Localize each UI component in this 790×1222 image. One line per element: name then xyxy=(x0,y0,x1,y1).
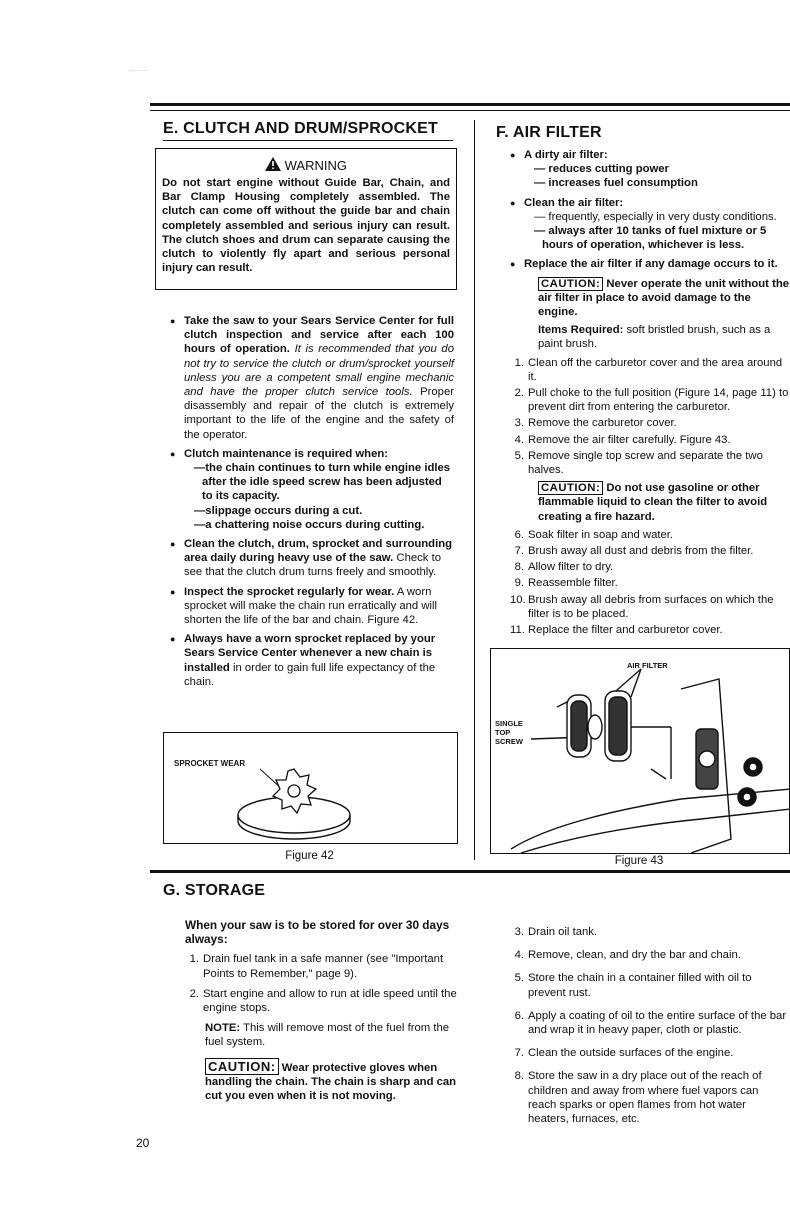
step-number: 8. xyxy=(514,561,524,574)
page-number: 20 xyxy=(136,1136,150,1150)
step-number: 8. xyxy=(514,1070,524,1083)
clutch-item-service-rest: Proper disassembly and repair of the clutch is extremely important to the life of the engine and the safety of the operator. xyxy=(184,386,455,441)
step-number: 11. xyxy=(510,624,525,637)
step-number: 6. xyxy=(514,528,524,541)
section-g-title: G. STORAGE xyxy=(163,882,266,899)
step-number: 1. xyxy=(514,356,524,369)
storage-right-column xyxy=(510,925,788,1135)
step-item xyxy=(510,948,788,962)
storage-left-column xyxy=(185,918,465,1103)
clutch-item-maintenance xyxy=(170,447,454,532)
clutch-item-maintenance-text: Clutch maintenance is required when: xyxy=(184,447,389,460)
caution-tag: CAUTION: xyxy=(538,277,603,291)
step-item xyxy=(510,356,790,384)
step-text: Replace the filter and carburetor cover. xyxy=(528,624,723,637)
step-text: Drain fuel tank in a safe manner (see "Important Points to Remember," page 9). xyxy=(203,953,444,980)
step-item xyxy=(510,544,790,558)
step-number: 2. xyxy=(514,387,524,400)
items-required xyxy=(538,323,790,351)
sprocket-illustration xyxy=(224,763,364,841)
clutch-item-inspect-rest: A worn sprocket will make the chain run erratically and will shorten the life of the bar and chain. Figure 42. xyxy=(184,585,438,627)
warning-text: Do not start engine without Guide Bar, Chain, and Bar Clamp Housing completely assembled. The clutch can come off without the guide bar and chain completely assembled and serious injury can result. The clutch shoes and drum can separate causing the clutch to violently fly apart and serious personal injury can result. xyxy=(162,177,450,275)
step-item xyxy=(510,1046,788,1060)
step-item xyxy=(510,386,790,414)
storage-caution xyxy=(205,1060,465,1104)
clutch-item-inspect xyxy=(170,585,454,628)
figure-42-label: SPROCKET WEAR xyxy=(174,759,246,768)
step-number: 5. xyxy=(514,972,524,985)
step-text: Drain oil tank. xyxy=(528,926,598,938)
air-filter-steps-a xyxy=(510,356,790,478)
step-text: Remove the air filter carefully. Figure 43. xyxy=(528,433,731,446)
caution-tag: CAUTION: xyxy=(538,481,603,495)
clutch-sub-item: —slippage occurs during a cut. xyxy=(194,504,363,517)
step-text: Remove single top screw and separate the two halves. xyxy=(528,449,763,477)
step-number: 4. xyxy=(514,433,524,446)
section-e-underline xyxy=(163,140,453,141)
note-label: NOTE: xyxy=(205,1022,241,1035)
step-number: 7. xyxy=(514,1047,524,1060)
air-filter-content xyxy=(510,148,790,639)
warning-box xyxy=(155,148,457,290)
figure-43-frame xyxy=(490,648,790,854)
step-text: Brush away all debris from surfaces on which the filter is to be placed. xyxy=(528,593,774,620)
step-text: Store the chain in a container filled with oil to prevent rust. xyxy=(528,972,752,999)
step-item xyxy=(510,593,790,621)
warning-triangle-icon xyxy=(265,157,281,171)
step-item xyxy=(510,449,790,477)
note-text: This will remove most of the fuel from the fuel system. xyxy=(205,1022,450,1049)
step-item xyxy=(185,952,465,980)
step-number: 4. xyxy=(514,949,524,962)
step-number: 6. xyxy=(514,1009,524,1022)
clutch-item-replace-text: Always have a worn sprocket replaced by your Sears Service Center whenever a new chain is installed xyxy=(184,633,436,674)
air-filter-steps-b xyxy=(510,528,790,637)
step-text: Apply a coating of oil to the entire surface of the bar and wrap it in heavy paper, cloth or plastic. xyxy=(528,1009,787,1037)
step-text: Allow filter to dry. xyxy=(528,561,614,574)
step-number: 3. xyxy=(514,417,524,430)
step-item xyxy=(510,1009,788,1037)
step-text: Reassemble filter. xyxy=(528,577,618,590)
storage-note xyxy=(205,1021,465,1049)
step-number: 5. xyxy=(514,449,524,462)
caution-air-filter xyxy=(538,277,790,320)
air-filter-sub-item: — always after 10 tanks of fuel mixture or 5 hours of operation, whichever is less. xyxy=(534,225,767,252)
step-item xyxy=(510,560,790,574)
clutch-item-clean-rest: Check to see that the clutch drum turns freely and smoothly. xyxy=(184,552,442,579)
air-filter-item-clean-text: Clean the air filter: xyxy=(524,196,624,209)
figure-43-label-air-filter: AIR FILTER xyxy=(627,661,668,670)
air-filter-sub-item: — frequently, especially in very dusty conditions. xyxy=(534,210,777,223)
storage-intro: When your saw is to be stored for over 30 days always: xyxy=(185,918,450,947)
clutch-sub-item: —a chattering noise occurs during cutting. xyxy=(194,518,425,531)
step-text: Start engine and allow to run at idle speed until the engine stops. xyxy=(203,987,457,1015)
top-rule-thin xyxy=(150,110,790,111)
step-number: 1. xyxy=(189,953,199,966)
storage-steps-right xyxy=(510,925,788,1126)
caution-text: Do not use gasoline or other flammable liquid to clean the filter to avoid creating a fire hazard. xyxy=(538,482,768,523)
storage-steps-left xyxy=(185,952,465,1015)
scan-mark: ......... xyxy=(128,64,149,73)
air-filter-sub-item: — increases fuel consumption xyxy=(534,177,698,190)
caution-gasoline xyxy=(538,481,790,524)
warning-header xyxy=(156,157,456,173)
step-text: Remove the carburetor cover. xyxy=(528,417,677,430)
air-filter-item-replace xyxy=(510,257,790,271)
step-item xyxy=(510,623,790,637)
step-text: Pull choke to the full position (Figure 14, page 11) to prevent dirt from entering the carburetor. xyxy=(528,387,789,414)
clutch-list xyxy=(170,314,454,694)
section-f-title: F. AIR FILTER xyxy=(496,124,602,141)
clutch-item-replace-rest: in order to gain full life expectancy of the chain. xyxy=(184,661,436,688)
step-item xyxy=(510,433,790,447)
items-required-text: soft bristled brush, such as a paint brush. xyxy=(538,324,771,351)
step-item xyxy=(510,528,790,542)
clutch-item-replace xyxy=(170,632,454,689)
step-text: Clean the outside surfaces of the engine. xyxy=(528,1047,734,1060)
air-filter-item-replace-text: Replace the air filter if any damage occurs to it. xyxy=(524,258,778,271)
section-e-title: E. CLUTCH AND DRUM/SPROCKET xyxy=(163,120,439,137)
step-text: Remove, clean, and dry the bar and chain. xyxy=(528,949,741,962)
clutch-item-clean xyxy=(170,537,454,580)
caution-text: Never operate the unit without the air filter in place to avoid damage to the engine. xyxy=(538,277,790,319)
step-item xyxy=(510,576,790,590)
figure-43-label-screw: SINGLE TOP SCREW xyxy=(495,719,523,746)
step-text: Clean off the carburetor cover and the area around it. xyxy=(528,356,783,383)
storage-rule xyxy=(150,870,790,873)
clutch-item-service-italic: It is recommended that you do not try to service the clutch or drum/sprocket yourself unless you are a competent small engine mechanic and have the proper clutch service tools. xyxy=(184,343,454,399)
column-divider xyxy=(474,120,475,860)
air-filter-item-dirty xyxy=(510,148,790,191)
step-text: Brush away all dust and debris from the filter. xyxy=(528,545,754,558)
step-number: 7. xyxy=(514,545,524,558)
step-item xyxy=(510,416,790,430)
step-text: Store the saw in a dry place out of the reach of children and away from where fuel vapors can reach sparks or open flames from hot water heaters, furnaces, etc. xyxy=(528,1070,762,1126)
clutch-item-clean-text: Clean the clutch, drum, sprocket and surrounding area daily during heavy use of the saw. xyxy=(184,538,453,565)
caution-text: Wear protective gloves when handling the chain. The chain is sharp and can cut you even when it is not moving. xyxy=(205,1061,457,1103)
clutch-item-service xyxy=(170,314,454,442)
items-required-label: Items Required: xyxy=(538,324,624,337)
step-item xyxy=(510,925,788,939)
top-rule xyxy=(150,103,790,106)
figure-42-caption: Figure 42 xyxy=(285,850,334,862)
warning-title: WARNING xyxy=(284,158,347,173)
step-number: 9. xyxy=(514,577,524,590)
caution-tag: CAUTION: xyxy=(205,1058,279,1075)
air-filter-item-dirty-text: A dirty air filter: xyxy=(524,149,608,161)
step-item xyxy=(510,971,788,999)
step-number: 2. xyxy=(189,987,199,1000)
air-filter-illustration xyxy=(491,649,789,853)
step-number: 10. xyxy=(510,593,526,606)
figure-43-caption: Figure 43 xyxy=(614,855,664,867)
step-item xyxy=(185,987,465,1015)
air-filter-sub-item: — reduces cutting power xyxy=(534,163,669,176)
step-item xyxy=(510,1069,788,1126)
figure-42-frame xyxy=(163,732,458,844)
clutch-item-service-text: Take the saw to your Sears Service Center for full clutch inspection and service after each 100 hours of operation. xyxy=(184,315,454,356)
step-text: Soak filter in soap and water. xyxy=(528,528,674,541)
air-filter-item-clean xyxy=(510,196,790,253)
clutch-item-inspect-text: Inspect the sprocket regularly for wear. xyxy=(184,585,395,598)
clutch-sub-item: —the chain continues to turn while engine idles after the idle speed screw has been adjusted to its capacity. xyxy=(194,462,451,503)
step-number: 3. xyxy=(514,926,524,938)
